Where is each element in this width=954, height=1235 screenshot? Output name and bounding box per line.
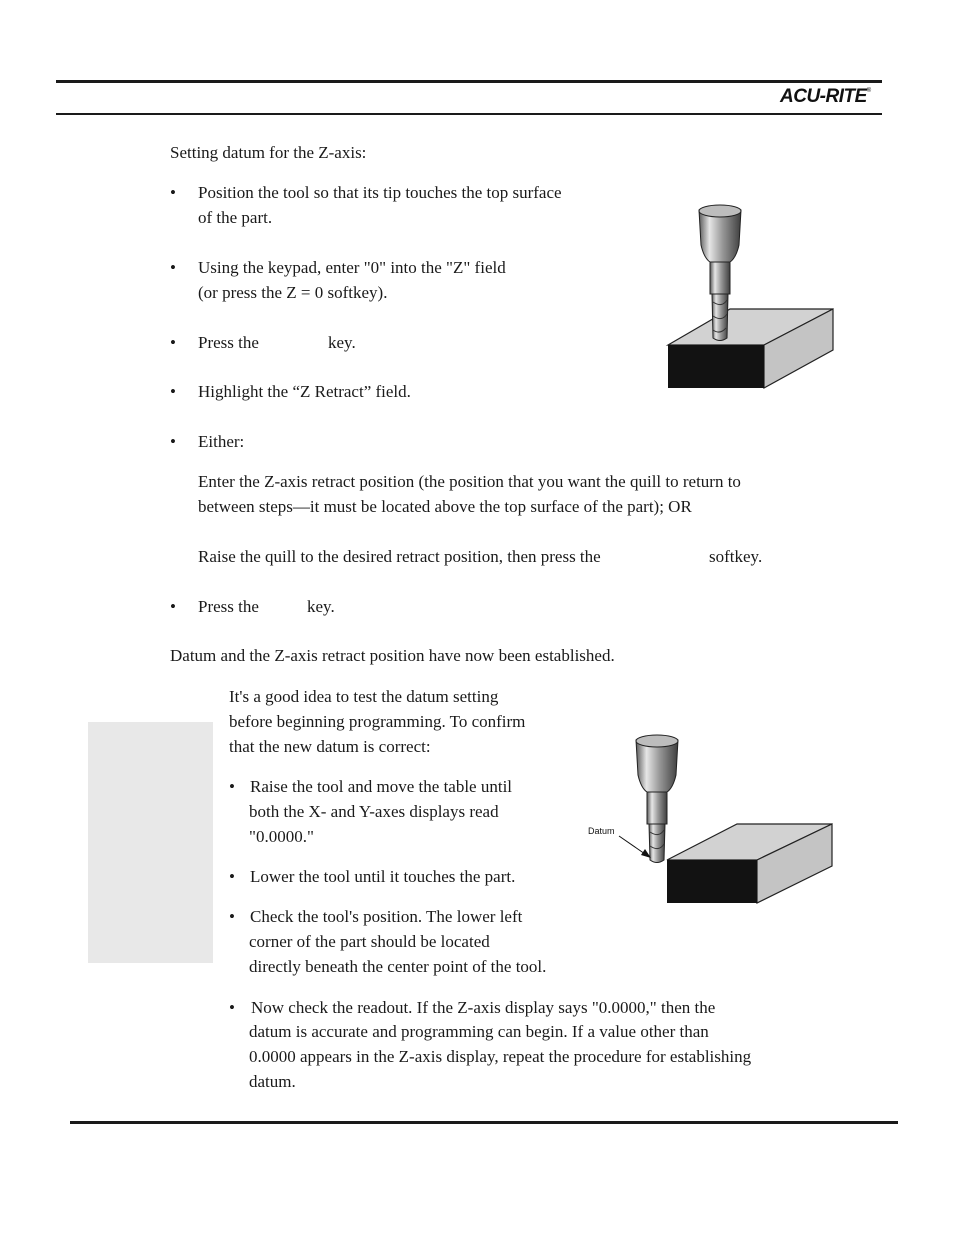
- tip-bullet-4-line-3: 0.0000 appears in the Z-axis display, repeat the procedure for establishing: [249, 1047, 752, 1066]
- part-front-face: [667, 860, 757, 903]
- end-mill-flutes: [649, 824, 665, 863]
- tip-intro-line-3: that the new datum is correct:: [229, 737, 431, 756]
- step-1-bullet: •: [170, 183, 176, 202]
- step-3-text-a: Press the: [198, 333, 259, 352]
- header-top-rule: [56, 80, 882, 83]
- tip-bullet-2-marker: •: [229, 867, 235, 886]
- tip-bullet-1-line-1: Raise the tool and move the table until: [250, 777, 513, 796]
- tool-holder-top: [636, 735, 678, 747]
- tip-bullet-2-line-1: Lower the tool until it touches the part.: [250, 867, 516, 886]
- tool-collar: [710, 262, 730, 294]
- tip-bullet-4-line-4: datum.: [249, 1072, 296, 1091]
- tip-bullet-3-line-2: corner of the part should be located: [249, 932, 490, 951]
- logo-text: ACU-RITE: [780, 86, 867, 107]
- tool-collar: [647, 792, 667, 824]
- tool-on-part-figure: [660, 200, 840, 395]
- conclusion-text: Datum and the Z-axis retract position have now been established.: [170, 646, 615, 665]
- tip-bullet-3-marker: •: [229, 907, 235, 926]
- step-3-text-b: key.: [328, 333, 356, 352]
- step-3-bullet: •: [170, 333, 176, 352]
- intro-text: Setting datum for the Z-axis:: [170, 143, 367, 162]
- footer-rule: [70, 1121, 898, 1124]
- step-1-line-1: Position the tool so that its tip touches the top surface: [198, 183, 562, 202]
- step-2-line-2: (or press the Z = 0 softkey).: [198, 283, 388, 302]
- tip-bullet-3-line-1: Check the tool's position. The lower left: [250, 907, 523, 926]
- either-option-2-text-a: Raise the quill to the desired retract position, then press the: [198, 547, 601, 566]
- final-step-bullet: •: [170, 597, 176, 616]
- datum-check-figure: [585, 728, 840, 908]
- header-bottom-rule: [56, 113, 882, 115]
- note-sidebar-box: [88, 722, 213, 963]
- part-front-face: [668, 345, 764, 388]
- datum-label: Datum: [588, 826, 615, 836]
- step-2-bullet: •: [170, 258, 176, 277]
- acu-rite-logo: [780, 86, 871, 108]
- tip-bullet-1-marker: •: [229, 777, 235, 796]
- step-2-line-1: Using the keypad, enter "0" into the "Z" field: [198, 258, 506, 277]
- logo-registered-mark: ®: [866, 88, 871, 94]
- tip-intro-line-2: before beginning programming. To confirm: [229, 712, 526, 731]
- datum-pointer-line: [619, 836, 645, 854]
- final-step-text-b: key.: [307, 597, 335, 616]
- final-step-text-a: Press the: [198, 597, 259, 616]
- tip-intro-line-1: It's a good idea to test the datum setting: [229, 687, 499, 706]
- step-5-bullet: •: [170, 432, 176, 451]
- step-4-bullet: •: [170, 382, 176, 401]
- either-option-1-line-1: Enter the Z-axis retract position (the position that you want the quill to return to: [198, 472, 741, 491]
- either-option-2-text-b: softkey.: [709, 547, 763, 566]
- either-option-1-line-2: between steps—it must be located above the top surface of the part); OR: [198, 497, 692, 516]
- tip-bullet-3-line-3: directly beneath the center point of the tool.: [249, 957, 547, 976]
- step-4-text: Highlight the “Z Retract” field.: [198, 382, 411, 401]
- tip-bullet-1-line-3: "0.0000.": [249, 827, 314, 846]
- step-5-text: Either:: [198, 432, 245, 451]
- step-1-line-2: of the part.: [198, 208, 273, 227]
- tip-bullet-1-line-2: both the X- and Y-axes displays read: [249, 802, 499, 821]
- tip-bullet-4-line-1: Now check the readout. If the Z-axis display says "0.0000," then the: [251, 998, 716, 1017]
- tip-bullet-4-marker: •: [229, 998, 235, 1017]
- tool-holder-top: [699, 205, 741, 217]
- tip-bullet-4-line-2: datum is accurate and programming can begin. If a value other than: [249, 1022, 709, 1041]
